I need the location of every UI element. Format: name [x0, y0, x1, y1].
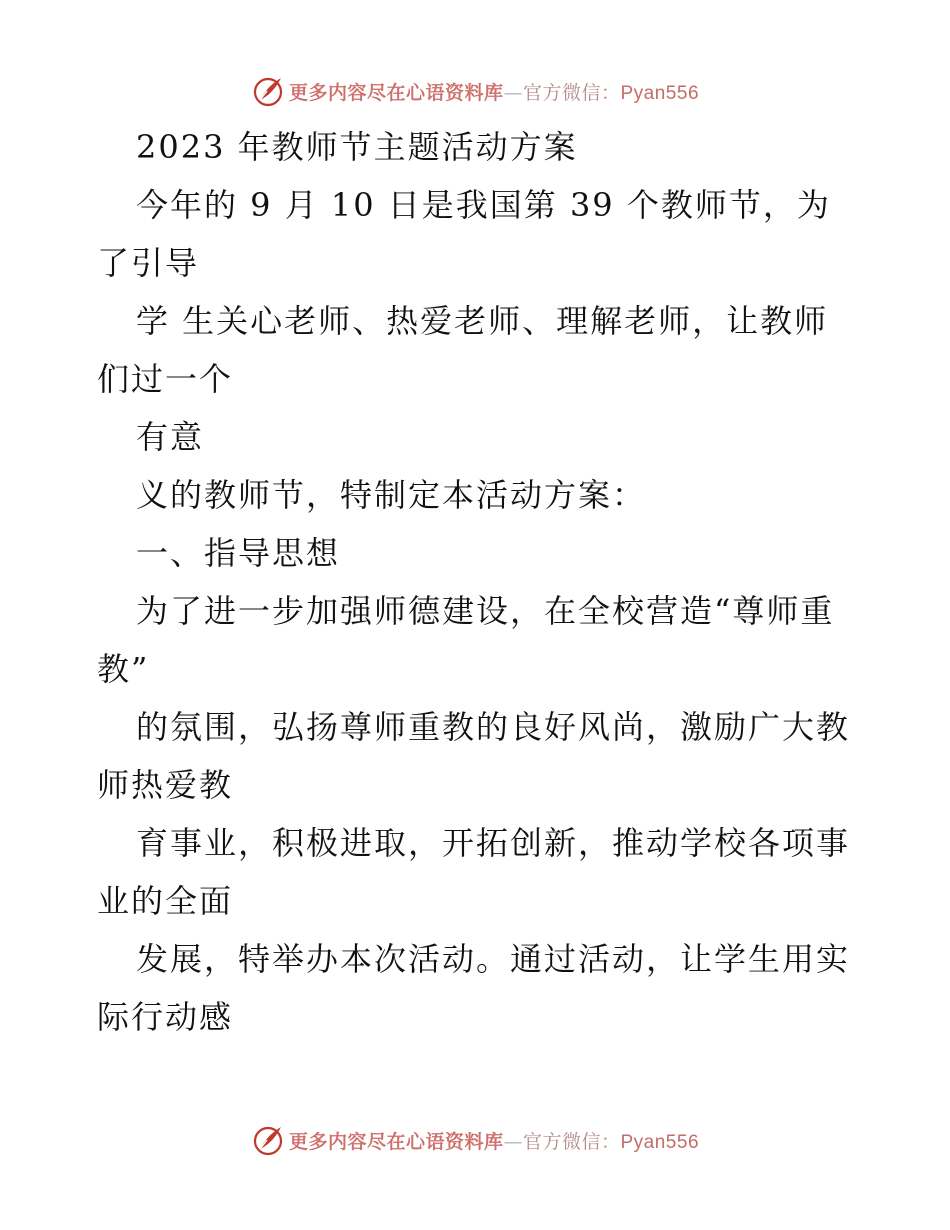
paragraph-line: 育事业，积极进取，开拓创新，推动学校各项事业的全面	[97, 824, 851, 920]
watermark-brand: 更多内容尽在心语资料库	[288, 81, 504, 104]
watermark-contact-label: 官方微信：	[522, 81, 621, 104]
document-body	[97, 118, 857, 1046]
watermark-separator: —	[503, 1130, 523, 1153]
watermark-contact-id: Pyan556	[620, 1131, 700, 1153]
paragraph-line: 学 生关心老师、热爱老师、理解老师，让教师们过一个	[97, 302, 829, 398]
watermark-contact-id: Pyan556	[620, 82, 700, 104]
quill-pen-logo-icon	[251, 74, 285, 108]
paragraph-line: 有意	[136, 418, 205, 456]
paragraph-line: 义的教师节，特制定本活动方案：	[136, 476, 647, 514]
watermark-text	[289, 78, 699, 105]
watermark-contact-label: 官方微信：	[522, 1130, 621, 1153]
quill-pen-logo-icon	[251, 1123, 285, 1157]
watermark-text	[289, 1127, 699, 1154]
watermark-brand: 更多内容尽在心语资料库	[288, 1130, 504, 1153]
footer-watermark	[0, 1120, 950, 1160]
document-title: 2023 年教师节主题活动方案	[136, 128, 578, 166]
section-heading: 一、指导思想	[136, 534, 341, 572]
header-watermark	[0, 71, 950, 111]
paragraph-line: 的氛围，弘扬尊师重教的良好风尚，激励广大教师热爱教	[97, 708, 851, 804]
watermark-separator: —	[503, 81, 523, 104]
paragraph-line: 为了进一步加强师德建设，在全校营造“尊师重教”	[97, 592, 835, 688]
paragraph-line: 今年的 9 月 10 日是我国第 39 个教师节，为了引导	[97, 186, 831, 282]
paragraph-line: 发展，特举办本次活动。通过活动，让学生用实际行动感	[97, 940, 851, 1036]
